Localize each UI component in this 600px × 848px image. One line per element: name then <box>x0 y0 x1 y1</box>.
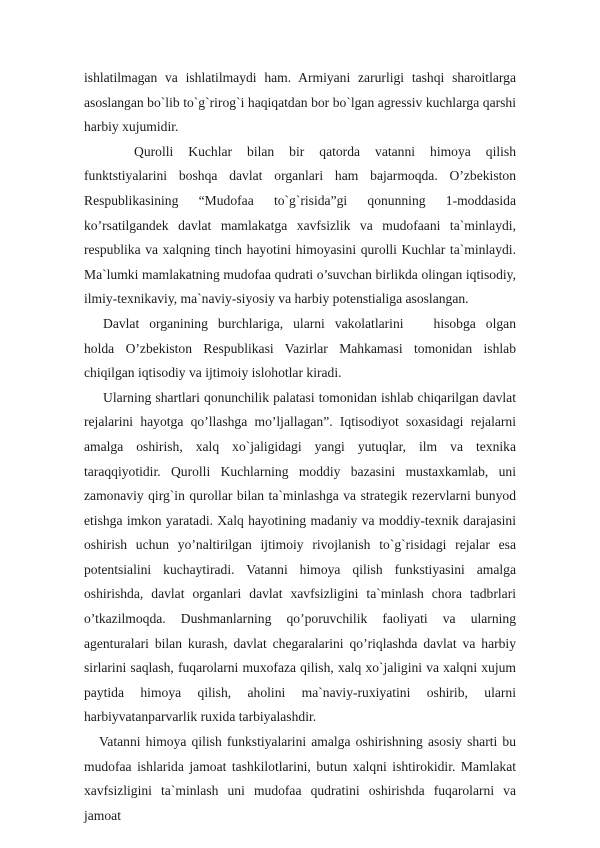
paragraph-3-part-1: Davlat organining burchlariga, ularni vakolatlarini <box>103 315 404 331</box>
paragraph-3-part-2: hisobga olgan holda O’zbekiston Respublikasi Vazirlar Mahkamasi tomonidan ishlab chiqilgan iqtisodiy va ijtimoiy islohotlar kiradi. <box>84 315 516 381</box>
paragraph-3 <box>84 312 516 386</box>
paragraph-1: ishlatilmagan va ishlatilmaydi ham. Armiyani zarurligi tashqi sharoitlarga asoslangan bo`lib to`g`rirog`i haqiqatdan bor bo`lgan agressiv kuchlarga qarshi harbiy xujumidir. <box>84 70 516 135</box>
paragraph-4: Ularning shartlari qonunchilik palatasi tomonidan ishlab chiqarilgan davlat rejalarini hayotga qo’llashga mo’ljallagan”. Iqtisodiyot soxasidagi rejalarni amalga oshirish, xalq xo`jaligidagi yangi yutuqlar, ilm va texnika taraqqiyotidir. Qurolli Kuchlarning moddiy bazasini mustaxkamlab, uni zamonaviy qirg`in qurollar bilan ta`minlashga va strategik rezervlarni bunyod etishga imkon yaratadi. Xalq hayotining madaniy va moddiy-texnik darajasini oshirish uchun yo’naltirilgan ijtimoiy rivojlanish to`g`risidagi rejalar esa potentsialini kuchaytiradi. Vatanni himoya qilish funkstiyasini amalga oshirishda, davlat organlari davlat xavfsizligini ta`minlash chora tadbrlari o’tkazilmoqda. Dushmanlarning qo’poruvchilik faoliyati va ularning agenturalari bilan kurash, davlat chegaralarini qo’riqlashda davlat va harbiy sirlarini saqlash, fuqarolarni muxofaza qilish, xalq xo`jaligini va xalqni xujum paytida himoya qilish, aholini ma`naviy-ruxiyatini oshirib, ularni harbiyvatanparvarlik ruxida tarbiyalashdir. <box>84 389 516 725</box>
paragraph-2: Qurolli Kuchlar bilan bir qatorda vatanni himoya qilish funktstiyalarini boshqa davlat organlari ham bajarmoqda. O’zbekiston Respublikasining “Mudofaa to`g`risida”gi qonunning 1-moddasida ko’rsatilgandek davlat mamlakatga xavfsizlik va mudofaani ta`minlaydi, respublika va xalqning tinch hayotini himoyasini qurolli Kuchlar ta`minlaydi. Ma`lumki mamlakatning mudofaa qudrati o’suvchan birlikda olingan iqtisodiy, ilmiy-texnikaviy, ma`naviy-siyosiy va harbiy potenstialiga asoslangan. <box>84 143 516 307</box>
body-text <box>84 66 516 828</box>
paragraph-5: Vatanni himoya qilish funkstiyalarini amalga oshirishning asosiy sharti bu mudofaa ishlarida jamoat tashkilotlarini, butun xalqni ishtirokidir. Mamlakat xavfsizligini ta`minlash uni mudofaa qudratini oshirishda fuqarolarni va jamoat <box>84 734 516 823</box>
